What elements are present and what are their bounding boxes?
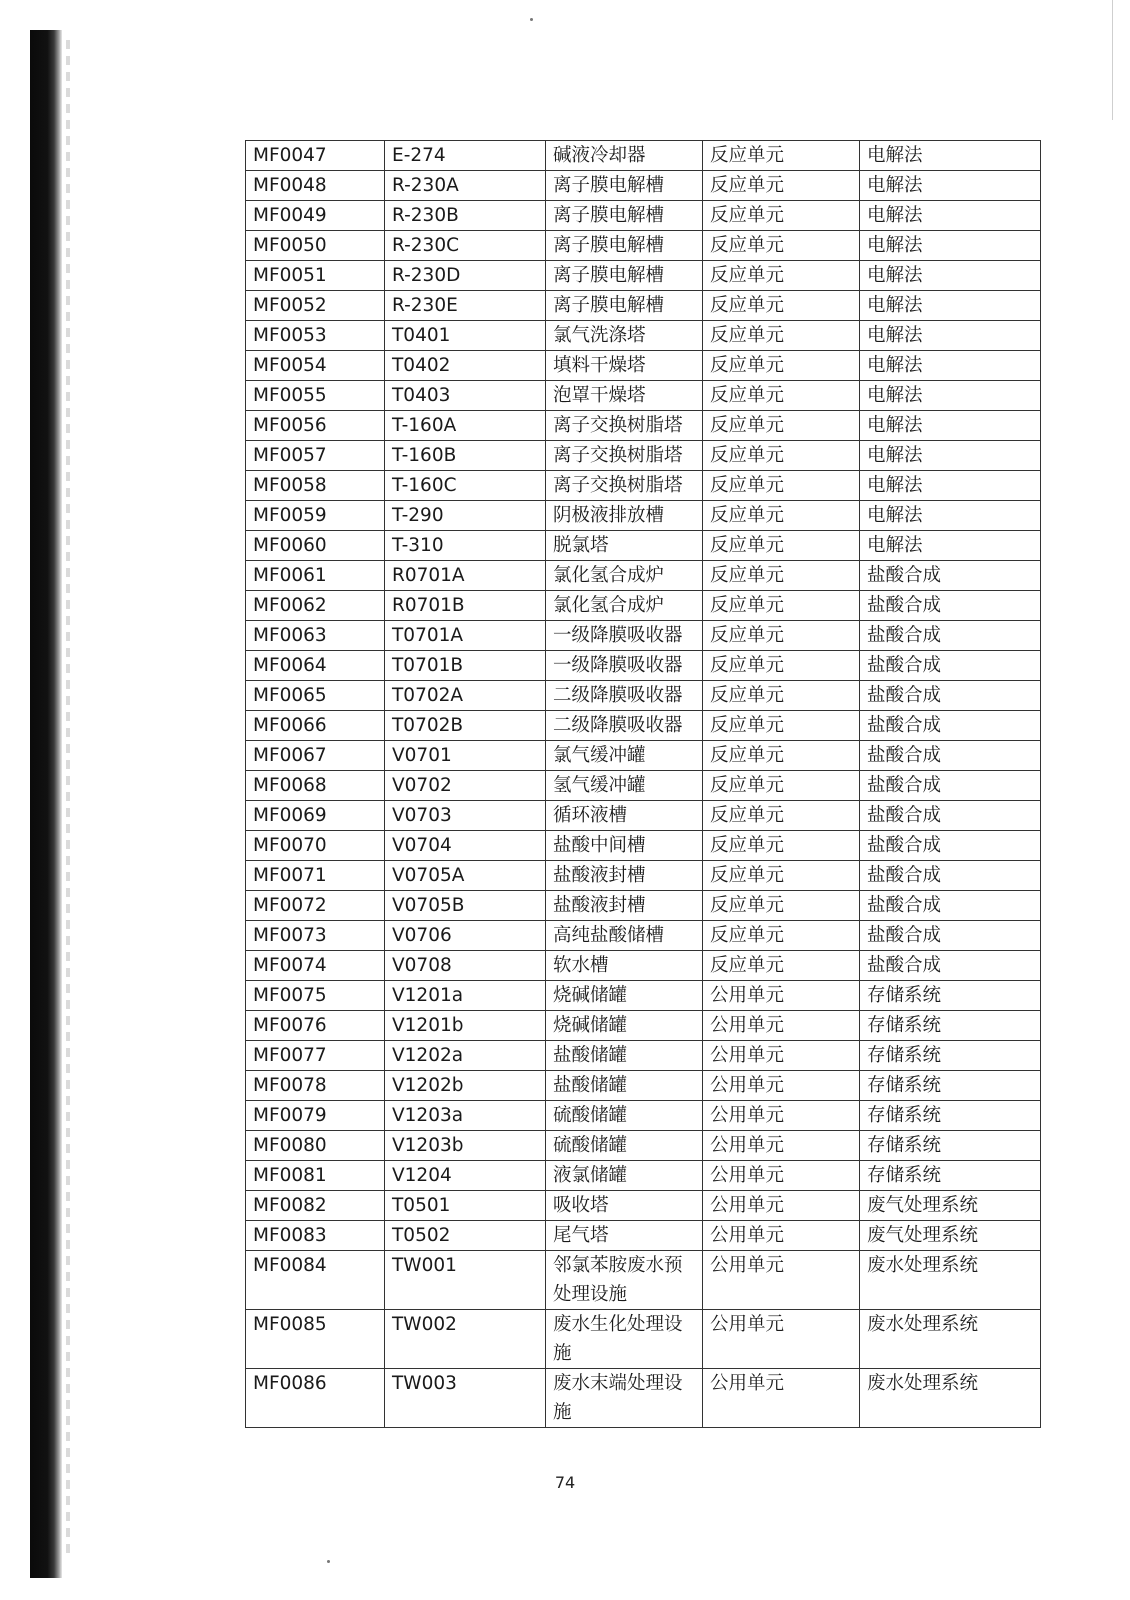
cell-process: 盐酸合成 xyxy=(860,861,1041,891)
cell-equipment-id: MF0051 xyxy=(246,261,385,291)
cell-process: 电解法 xyxy=(860,411,1041,441)
cell-process: 废水处理系统 xyxy=(860,1369,1041,1428)
cell-equipment-id: MF0076 xyxy=(246,1011,385,1041)
scan-binding-streak xyxy=(66,40,70,1560)
table-row xyxy=(246,1251,1041,1310)
cell-process: 存储系统 xyxy=(860,1161,1041,1191)
cell-equipment-tag: V1203a xyxy=(385,1101,546,1131)
cell-equipment-tag: V0703 xyxy=(385,801,546,831)
cell-process: 电解法 xyxy=(860,441,1041,471)
cell-unit: 反应单元 xyxy=(703,561,860,591)
cell-equipment-tag: E-274 xyxy=(385,141,546,171)
cell-equipment-tag: R0701B xyxy=(385,591,546,621)
cell-equipment-id: MF0063 xyxy=(246,621,385,651)
cell-unit: 反应单元 xyxy=(703,951,860,981)
cell-process: 盐酸合成 xyxy=(860,711,1041,741)
table-row xyxy=(246,981,1041,1011)
cell-process: 电解法 xyxy=(860,351,1041,381)
cell-equipment-name: 废水生化处理设施 xyxy=(546,1310,703,1369)
cell-equipment-tag: V0705B xyxy=(385,891,546,921)
cell-process: 废水处理系统 xyxy=(860,1251,1041,1310)
cell-equipment-tag: TW002 xyxy=(385,1310,546,1369)
table-row xyxy=(246,771,1041,801)
table-row xyxy=(246,501,1041,531)
cell-equipment-name: 离子交换树脂塔 xyxy=(546,471,703,501)
table-row xyxy=(246,1131,1041,1161)
cell-equipment-id: MF0069 xyxy=(246,801,385,831)
cell-process: 电解法 xyxy=(860,381,1041,411)
cell-equipment-id: MF0070 xyxy=(246,831,385,861)
scan-speck xyxy=(327,1560,330,1563)
cell-process: 电解法 xyxy=(860,291,1041,321)
table-row xyxy=(246,471,1041,501)
table-row xyxy=(246,1161,1041,1191)
cell-equipment-tag: V0702 xyxy=(385,771,546,801)
cell-equipment-name: 氢气缓冲罐 xyxy=(546,771,703,801)
cell-unit: 反应单元 xyxy=(703,321,860,351)
cell-equipment-tag: R-230D xyxy=(385,261,546,291)
cell-equipment-id: MF0084 xyxy=(246,1251,385,1310)
cell-process: 盐酸合成 xyxy=(860,921,1041,951)
cell-unit: 公用单元 xyxy=(703,1251,860,1310)
cell-equipment-id: MF0074 xyxy=(246,951,385,981)
cell-equipment-id: MF0083 xyxy=(246,1221,385,1251)
cell-process: 盐酸合成 xyxy=(860,951,1041,981)
cell-equipment-name: 盐酸液封槽 xyxy=(546,891,703,921)
cell-equipment-name: 高纯盐酸储槽 xyxy=(546,921,703,951)
cell-unit: 反应单元 xyxy=(703,291,860,321)
table-row xyxy=(246,411,1041,441)
table-row xyxy=(246,1101,1041,1131)
cell-unit: 反应单元 xyxy=(703,831,860,861)
cell-equipment-id: MF0049 xyxy=(246,201,385,231)
cell-unit: 公用单元 xyxy=(703,1041,860,1071)
scan-speck xyxy=(530,18,533,21)
cell-equipment-tag: TW003 xyxy=(385,1369,546,1428)
cell-equipment-tag: V0706 xyxy=(385,921,546,951)
cell-equipment-name: 一级降膜吸收器 xyxy=(546,621,703,651)
cell-unit: 反应单元 xyxy=(703,591,860,621)
cell-equipment-tag: T0701A xyxy=(385,621,546,651)
cell-equipment-id: MF0062 xyxy=(246,591,385,621)
cell-equipment-tag: T0701B xyxy=(385,651,546,681)
cell-process: 盐酸合成 xyxy=(860,891,1041,921)
table-row xyxy=(246,1310,1041,1369)
cell-equipment-tag: V0708 xyxy=(385,951,546,981)
cell-equipment-name: 二级降膜吸收器 xyxy=(546,711,703,741)
cell-unit: 反应单元 xyxy=(703,351,860,381)
cell-process: 盐酸合成 xyxy=(860,771,1041,801)
cell-equipment-name: 烧碱储罐 xyxy=(546,1011,703,1041)
cell-equipment-id: MF0077 xyxy=(246,1041,385,1071)
cell-equipment-tag: V1202b xyxy=(385,1071,546,1101)
cell-unit: 反应单元 xyxy=(703,381,860,411)
cell-equipment-id: MF0072 xyxy=(246,891,385,921)
cell-equipment-id: MF0064 xyxy=(246,651,385,681)
scan-edge-mark xyxy=(1112,0,1113,120)
cell-unit: 公用单元 xyxy=(703,981,860,1011)
table-row xyxy=(246,441,1041,471)
table-row xyxy=(246,681,1041,711)
cell-unit: 反应单元 xyxy=(703,531,860,561)
table-row xyxy=(246,651,1041,681)
table-row xyxy=(246,351,1041,381)
cell-equipment-name: 硫酸储罐 xyxy=(546,1131,703,1161)
cell-equipment-tag: V1203b xyxy=(385,1131,546,1161)
cell-process: 电解法 xyxy=(860,321,1041,351)
cell-process: 盐酸合成 xyxy=(860,681,1041,711)
cell-equipment-name: 脱氯塔 xyxy=(546,531,703,561)
cell-equipment-name: 硫酸储罐 xyxy=(546,1101,703,1131)
cell-equipment-tag: V1201b xyxy=(385,1011,546,1041)
cell-equipment-tag: T-290 xyxy=(385,501,546,531)
cell-equipment-id: MF0066 xyxy=(246,711,385,741)
table-row xyxy=(246,291,1041,321)
cell-equipment-name: 盐酸储罐 xyxy=(546,1041,703,1071)
cell-unit: 反应单元 xyxy=(703,261,860,291)
table-row xyxy=(246,1221,1041,1251)
page-number: 74 xyxy=(554,1473,576,1492)
table-row xyxy=(246,1191,1041,1221)
cell-equipment-tag: V0705A xyxy=(385,861,546,891)
cell-equipment-tag: T0502 xyxy=(385,1221,546,1251)
cell-equipment-name: 二级降膜吸收器 xyxy=(546,681,703,711)
cell-equipment-id: MF0055 xyxy=(246,381,385,411)
table-row xyxy=(246,711,1041,741)
cell-equipment-tag: T-160A xyxy=(385,411,546,441)
cell-equipment-id: MF0053 xyxy=(246,321,385,351)
cell-equipment-name: 氯气缓冲罐 xyxy=(546,741,703,771)
cell-equipment-id: MF0056 xyxy=(246,411,385,441)
table-row xyxy=(246,1071,1041,1101)
cell-equipment-name: 烧碱储罐 xyxy=(546,981,703,1011)
cell-equipment-tag: T-160B xyxy=(385,441,546,471)
cell-equipment-name: 软水槽 xyxy=(546,951,703,981)
cell-equipment-name: 液氯储罐 xyxy=(546,1161,703,1191)
cell-process: 电解法 xyxy=(860,531,1041,561)
cell-equipment-id: MF0065 xyxy=(246,681,385,711)
cell-unit: 反应单元 xyxy=(703,471,860,501)
cell-equipment-id: MF0080 xyxy=(246,1131,385,1161)
cell-equipment-id: MF0060 xyxy=(246,531,385,561)
cell-unit: 公用单元 xyxy=(703,1191,860,1221)
cell-equipment-id: MF0068 xyxy=(246,771,385,801)
cell-process: 盐酸合成 xyxy=(860,621,1041,651)
cell-process: 盐酸合成 xyxy=(860,651,1041,681)
cell-equipment-tag: T-310 xyxy=(385,531,546,561)
cell-equipment-name: 氯化氢合成炉 xyxy=(546,561,703,591)
cell-equipment-id: MF0086 xyxy=(246,1369,385,1428)
cell-equipment-name: 离子膜电解槽 xyxy=(546,201,703,231)
cell-process: 废气处理系统 xyxy=(860,1221,1041,1251)
cell-equipment-name: 尾气塔 xyxy=(546,1221,703,1251)
cell-process: 电解法 xyxy=(860,471,1041,501)
cell-equipment-tag: R-230E xyxy=(385,291,546,321)
cell-equipment-tag: V1201a xyxy=(385,981,546,1011)
cell-equipment-name: 离子交换树脂塔 xyxy=(546,411,703,441)
cell-unit: 公用单元 xyxy=(703,1161,860,1191)
cell-equipment-id: MF0054 xyxy=(246,351,385,381)
table-row xyxy=(246,1041,1041,1071)
cell-equipment-id: MF0071 xyxy=(246,861,385,891)
cell-unit: 反应单元 xyxy=(703,411,860,441)
cell-equipment-tag: V1204 xyxy=(385,1161,546,1191)
cell-process: 存储系统 xyxy=(860,1101,1041,1131)
cell-equipment-tag: T0402 xyxy=(385,351,546,381)
cell-equipment-name: 盐酸储罐 xyxy=(546,1071,703,1101)
cell-equipment-tag: R-230A xyxy=(385,171,546,201)
table-row xyxy=(246,801,1041,831)
cell-process: 电解法 xyxy=(860,501,1041,531)
table-row xyxy=(246,381,1041,411)
cell-process: 盐酸合成 xyxy=(860,741,1041,771)
cell-process: 存储系统 xyxy=(860,1011,1041,1041)
cell-equipment-tag: T0401 xyxy=(385,321,546,351)
cell-unit: 公用单元 xyxy=(703,1369,860,1428)
cell-unit: 反应单元 xyxy=(703,891,860,921)
cell-equipment-name: 泡罩干燥塔 xyxy=(546,381,703,411)
cell-equipment-name: 邻氯苯胺废水预处理设施 xyxy=(546,1251,703,1310)
table-row xyxy=(246,951,1041,981)
cell-equipment-tag: V1202a xyxy=(385,1041,546,1071)
table-row xyxy=(246,621,1041,651)
cell-equipment-name: 碱液冷却器 xyxy=(546,141,703,171)
cell-equipment-name: 循环液槽 xyxy=(546,801,703,831)
cell-unit: 反应单元 xyxy=(703,501,860,531)
table-row xyxy=(246,231,1041,261)
cell-equipment-id: MF0048 xyxy=(246,171,385,201)
cell-unit: 反应单元 xyxy=(703,741,860,771)
cell-equipment-name: 离子膜电解槽 xyxy=(546,291,703,321)
cell-equipment-name: 离子膜电解槽 xyxy=(546,231,703,261)
cell-equipment-tag: T0702B xyxy=(385,711,546,741)
cell-equipment-id: MF0078 xyxy=(246,1071,385,1101)
table-row xyxy=(246,891,1041,921)
cell-process: 存储系统 xyxy=(860,1131,1041,1161)
cell-equipment-name: 废水末端处理设施 xyxy=(546,1369,703,1428)
cell-equipment-name: 氯气洗涤塔 xyxy=(546,321,703,351)
cell-equipment-name: 离子膜电解槽 xyxy=(546,261,703,291)
cell-equipment-id: MF0047 xyxy=(246,141,385,171)
cell-unit: 反应单元 xyxy=(703,201,860,231)
cell-equipment-name: 离子交换树脂塔 xyxy=(546,441,703,471)
table-row xyxy=(246,861,1041,891)
cell-process: 存储系统 xyxy=(860,1041,1041,1071)
cell-equipment-id: MF0073 xyxy=(246,921,385,951)
cell-equipment-id: MF0061 xyxy=(246,561,385,591)
table-row xyxy=(246,831,1041,861)
cell-process: 盐酸合成 xyxy=(860,561,1041,591)
cell-process: 电解法 xyxy=(860,261,1041,291)
cell-unit: 公用单元 xyxy=(703,1101,860,1131)
cell-process: 盐酸合成 xyxy=(860,831,1041,861)
cell-equipment-name: 氯化氢合成炉 xyxy=(546,591,703,621)
cell-unit: 反应单元 xyxy=(703,921,860,951)
cell-equipment-id: MF0058 xyxy=(246,471,385,501)
cell-unit: 公用单元 xyxy=(703,1071,860,1101)
cell-process: 盐酸合成 xyxy=(860,801,1041,831)
cell-unit: 公用单元 xyxy=(703,1131,860,1161)
cell-unit: 公用单元 xyxy=(703,1011,860,1041)
table-row xyxy=(246,1369,1041,1428)
cell-equipment-id: MF0075 xyxy=(246,981,385,1011)
cell-equipment-tag: T0403 xyxy=(385,381,546,411)
cell-equipment-name: 离子膜电解槽 xyxy=(546,171,703,201)
cell-equipment-id: MF0052 xyxy=(246,291,385,321)
table-row xyxy=(246,531,1041,561)
cell-equipment-tag: R-230C xyxy=(385,231,546,261)
cell-equipment-name: 阴极液排放槽 xyxy=(546,501,703,531)
cell-unit: 反应单元 xyxy=(703,861,860,891)
cell-unit: 反应单元 xyxy=(703,171,860,201)
cell-equipment-id: MF0057 xyxy=(246,441,385,471)
cell-equipment-id: MF0067 xyxy=(246,741,385,771)
scan-binding-edge xyxy=(30,30,62,1578)
table-row xyxy=(246,1011,1041,1041)
cell-equipment-name: 吸收塔 xyxy=(546,1191,703,1221)
cell-unit: 反应单元 xyxy=(703,651,860,681)
equipment-table-body xyxy=(246,141,1041,1428)
cell-equipment-name: 盐酸液封槽 xyxy=(546,861,703,891)
cell-process: 废水处理系统 xyxy=(860,1310,1041,1369)
cell-unit: 公用单元 xyxy=(703,1221,860,1251)
cell-equipment-id: MF0050 xyxy=(246,231,385,261)
table-row xyxy=(246,171,1041,201)
cell-process: 电解法 xyxy=(860,201,1041,231)
table-row xyxy=(246,561,1041,591)
cell-equipment-tag: V0704 xyxy=(385,831,546,861)
cell-equipment-id: MF0085 xyxy=(246,1310,385,1369)
cell-unit: 反应单元 xyxy=(703,231,860,261)
cell-unit: 反应单元 xyxy=(703,801,860,831)
cell-equipment-tag: R0701A xyxy=(385,561,546,591)
cell-unit: 反应单元 xyxy=(703,681,860,711)
cell-equipment-tag: T0501 xyxy=(385,1191,546,1221)
cell-equipment-tag: T-160C xyxy=(385,471,546,501)
cell-equipment-id: MF0081 xyxy=(246,1161,385,1191)
table-row xyxy=(246,921,1041,951)
cell-process: 盐酸合成 xyxy=(860,591,1041,621)
cell-unit: 反应单元 xyxy=(703,141,860,171)
table-row xyxy=(246,741,1041,771)
cell-unit: 反应单元 xyxy=(703,621,860,651)
table-row xyxy=(246,591,1041,621)
cell-equipment-id: MF0079 xyxy=(246,1101,385,1131)
table-row xyxy=(246,141,1041,171)
cell-equipment-name: 一级降膜吸收器 xyxy=(546,651,703,681)
cell-process: 存储系统 xyxy=(860,1071,1041,1101)
cell-process: 废气处理系统 xyxy=(860,1191,1041,1221)
cell-process: 存储系统 xyxy=(860,981,1041,1011)
cell-equipment-tag: TW001 xyxy=(385,1251,546,1310)
cell-unit: 公用单元 xyxy=(703,1310,860,1369)
cell-equipment-id: MF0059 xyxy=(246,501,385,531)
cell-unit: 反应单元 xyxy=(703,711,860,741)
cell-equipment-tag: T0702A xyxy=(385,681,546,711)
cell-equipment-tag: R-230B xyxy=(385,201,546,231)
table-row xyxy=(246,261,1041,291)
cell-equipment-tag: V0701 xyxy=(385,741,546,771)
cell-equipment-name: 盐酸中间槽 xyxy=(546,831,703,861)
cell-equipment-id: MF0082 xyxy=(246,1191,385,1221)
cell-unit: 反应单元 xyxy=(703,441,860,471)
cell-process: 电解法 xyxy=(860,171,1041,201)
cell-process: 电解法 xyxy=(860,141,1041,171)
cell-equipment-name: 填料干燥塔 xyxy=(546,351,703,381)
cell-process: 电解法 xyxy=(860,231,1041,261)
table-row xyxy=(246,321,1041,351)
table-row xyxy=(246,201,1041,231)
cell-unit: 反应单元 xyxy=(703,771,860,801)
equipment-table xyxy=(245,140,1041,1428)
